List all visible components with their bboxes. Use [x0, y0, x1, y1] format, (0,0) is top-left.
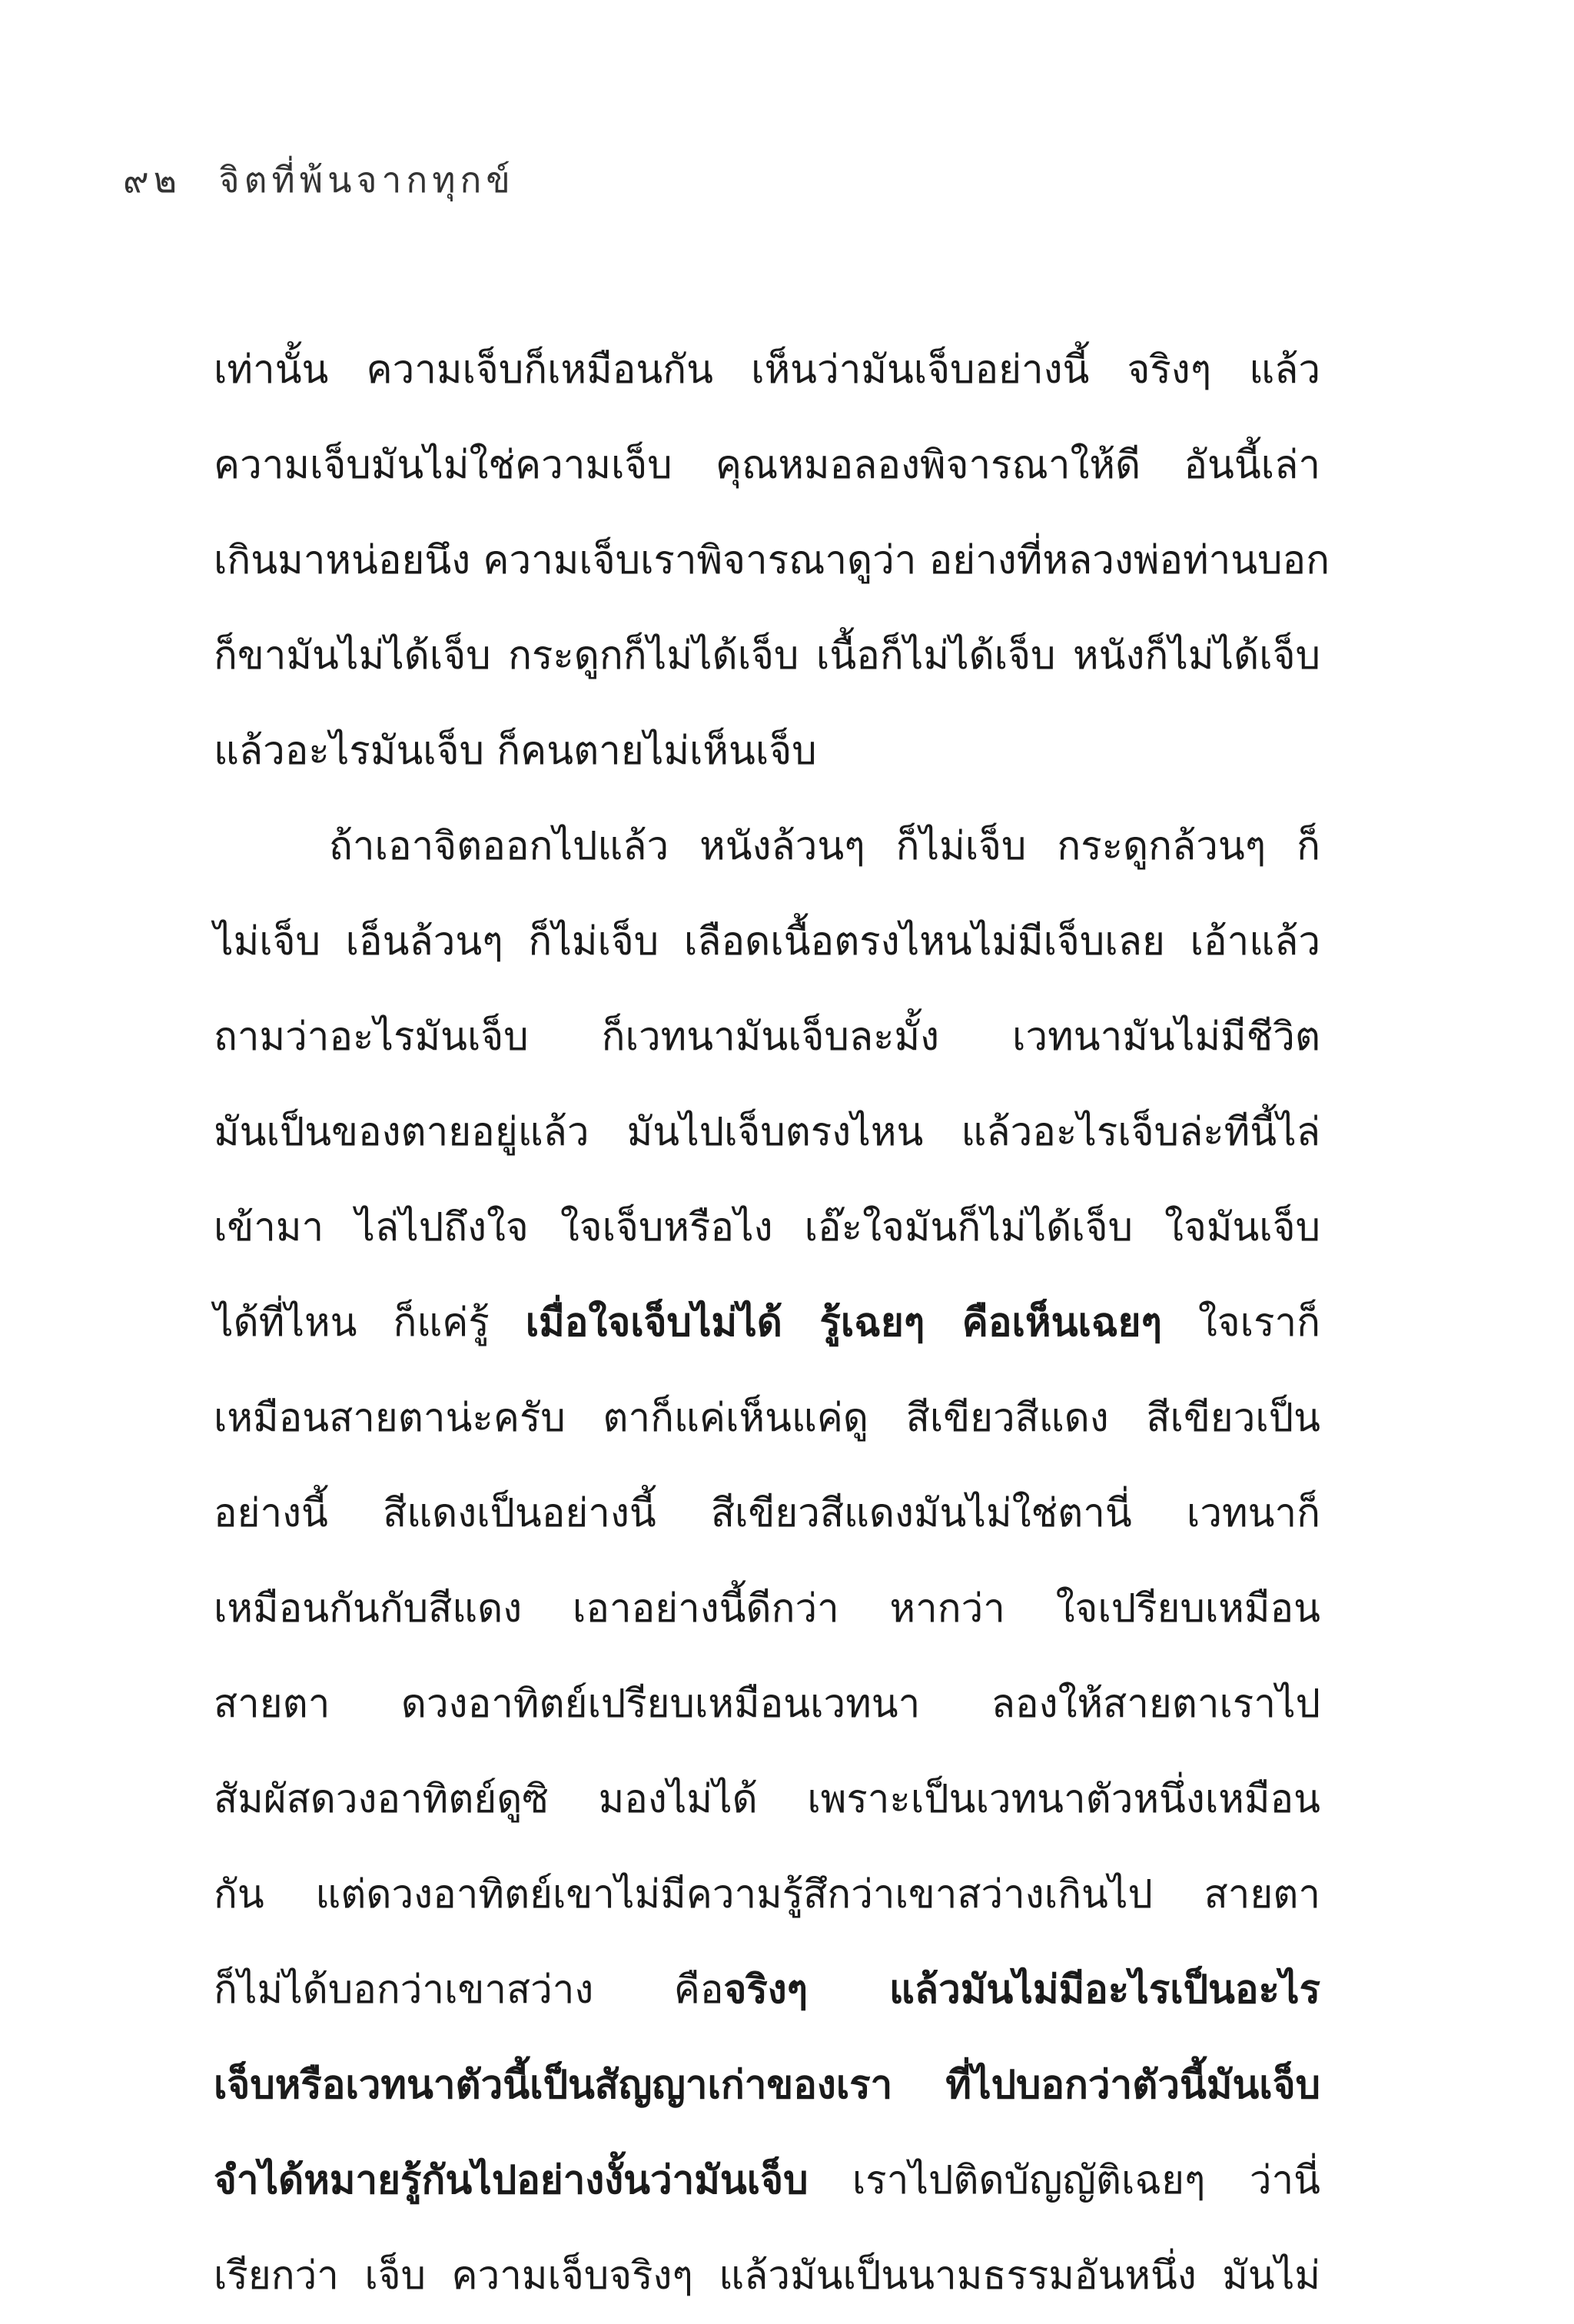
text-line	[214, 1562, 1320, 1657]
text-line	[214, 704, 1320, 799]
text-run: เรียกว่า เจ็บ ความเจ็บจริงๆ แล้วมันเป็นนามธรรมอันหนึ่ง มันไม่	[214, 2253, 1320, 2299]
text-line	[214, 1848, 1320, 1943]
bold-text-run: จำได้หมายรู้กันไปอย่างงั้นว่ามันเจ็บ	[214, 2158, 809, 2203]
running-header	[123, 152, 515, 208]
text-line	[214, 323, 1320, 418]
text-line	[214, 990, 1320, 1085]
text-run: แล้วอะไรมันเจ็บ ก็คนตายไม่เห็นเจ็บ	[214, 729, 817, 774]
text-run: ถ้าเอาจิตออกไปแล้ว หนังล้วนๆ ก็ไม่เจ็บ กระดูกล้วนๆ ก็	[329, 824, 1320, 869]
text-run: ใจเราก็	[1161, 1300, 1321, 1346]
text-run: กัน แต่ดวงอาทิตย์เขาไม่มีความรู้สึกว่าเขาสว่างเกินไป สายตา	[214, 1872, 1320, 1917]
text-run: เหมือนกันกับสีแดง เอาอย่างนี้ดีกว่า หากว่า ใจเปรียบเหมือน	[214, 1586, 1320, 1632]
text-run: มันเป็นของตายอยู่แล้ว มันไปเจ็บตรงไหน แล้วอะไรเจ็บล่ะทีนี้ไล่	[214, 1110, 1320, 1155]
text-run: ความเจ็บมันไม่ใช่ความเจ็บ คุณหมอลองพิจารณาให้ดี อันนี้เล่า	[214, 443, 1320, 488]
text-line	[214, 1466, 1320, 1562]
text-line	[214, 895, 1320, 990]
text-run: ได้ที่ไหน ก็แค่รู้	[214, 1300, 526, 1346]
bold-text-run: เจ็บหรือเวทนาตัวนี้เป็นสัญญาเก่าของเรา ที่ไปบอกว่าตัวนี้มันเจ็บ	[214, 2063, 1320, 2108]
text-run: อย่างนี้ สีแดงเป็นอย่างนี้ สีเขียวสีแดงมันไม่ใช่ตานี่ เวทนาก็	[214, 1491, 1320, 1536]
text-line	[214, 418, 1320, 513]
text-line	[214, 2133, 1320, 2229]
body-text	[214, 323, 1330, 2324]
text-line	[214, 2038, 1320, 2133]
text-line	[214, 2229, 1320, 2324]
book-title: จิตที่พ้นจากทุกข์	[218, 159, 515, 201]
bold-text-run: จริงๆ แล้วมันไม่มีอะไรเป็นอะไร	[723, 1967, 1320, 2013]
text-run: ก็ไม่ได้บอกว่าเขาสว่าง คือ	[214, 1967, 724, 2013]
text-line	[214, 1180, 1320, 1276]
text-line	[214, 1752, 1320, 1848]
text-line	[214, 1657, 1320, 1752]
text-line	[214, 513, 1330, 609]
text-run: เราไปติดบัญญัติเฉยๆ ว่านี่	[808, 2158, 1320, 2203]
paragraph-start-line	[214, 799, 1320, 895]
text-run: เข้ามา ไล่ไปถึงใจ ใจเจ็บหรือไง เอ๊ะใจมันก็ไม่ได้เจ็บ ใจมันเจ็บ	[214, 1205, 1320, 1250]
text-line	[214, 1276, 1320, 1371]
text-line	[214, 1943, 1320, 2038]
text-line	[214, 1371, 1320, 1466]
text-run: สายตา ดวงอาทิตย์เปรียบเหมือนเวทนา ลองให้สายตาเราไป	[214, 1682, 1320, 1727]
bold-text-run: เมื่อใจเจ็บไม่ได้ รู้เฉยๆ คือเห็นเฉยๆ	[525, 1300, 1162, 1346]
text-run: เท่านั้น ความเจ็บก็เหมือนกัน เห็นว่ามันเจ็บอย่างนี้ จริงๆ แล้ว	[214, 347, 1320, 393]
text-line	[214, 609, 1320, 704]
text-run: ไม่เจ็บ เอ็นล้วนๆ ก็ไม่เจ็บ เลือดเนื้อตรงไหนไม่มีเจ็บเลย เอ้าแล้ว	[214, 919, 1320, 964]
text-run: ก็ขามันไม่ได้เจ็บ กระดูกก็ไม่ได้เจ็บ เนื้อก็ไม่ได้เจ็บ หนังก็ไม่ได้เจ็บ	[214, 633, 1320, 679]
text-run: เหมือนสายตาน่ะครับ ตาก็แค่เห็นแค่ดู สีเขียวสีแดง สีเขียวเป็น	[214, 1396, 1320, 1441]
text-run: สัมผัสดวงอาทิตย์ดูซิ มองไม่ได้ เพราะเป็นเวทนาตัวหนึ่งเหมือน	[214, 1777, 1320, 1822]
page-number: ๙๒	[123, 159, 182, 201]
text-run: ถามว่าอะไรมันเจ็บ ก็เวทนามันเจ็บละมั้ง เวทนามันไม่มีชีวิต	[214, 1014, 1320, 1060]
text-line	[214, 1085, 1320, 1180]
text-run: เกินมาหน่อยนึง ความเจ็บเราพิจารณาดูว่า อย่างที่หลวงพ่อท่านบอก	[214, 538, 1330, 583]
